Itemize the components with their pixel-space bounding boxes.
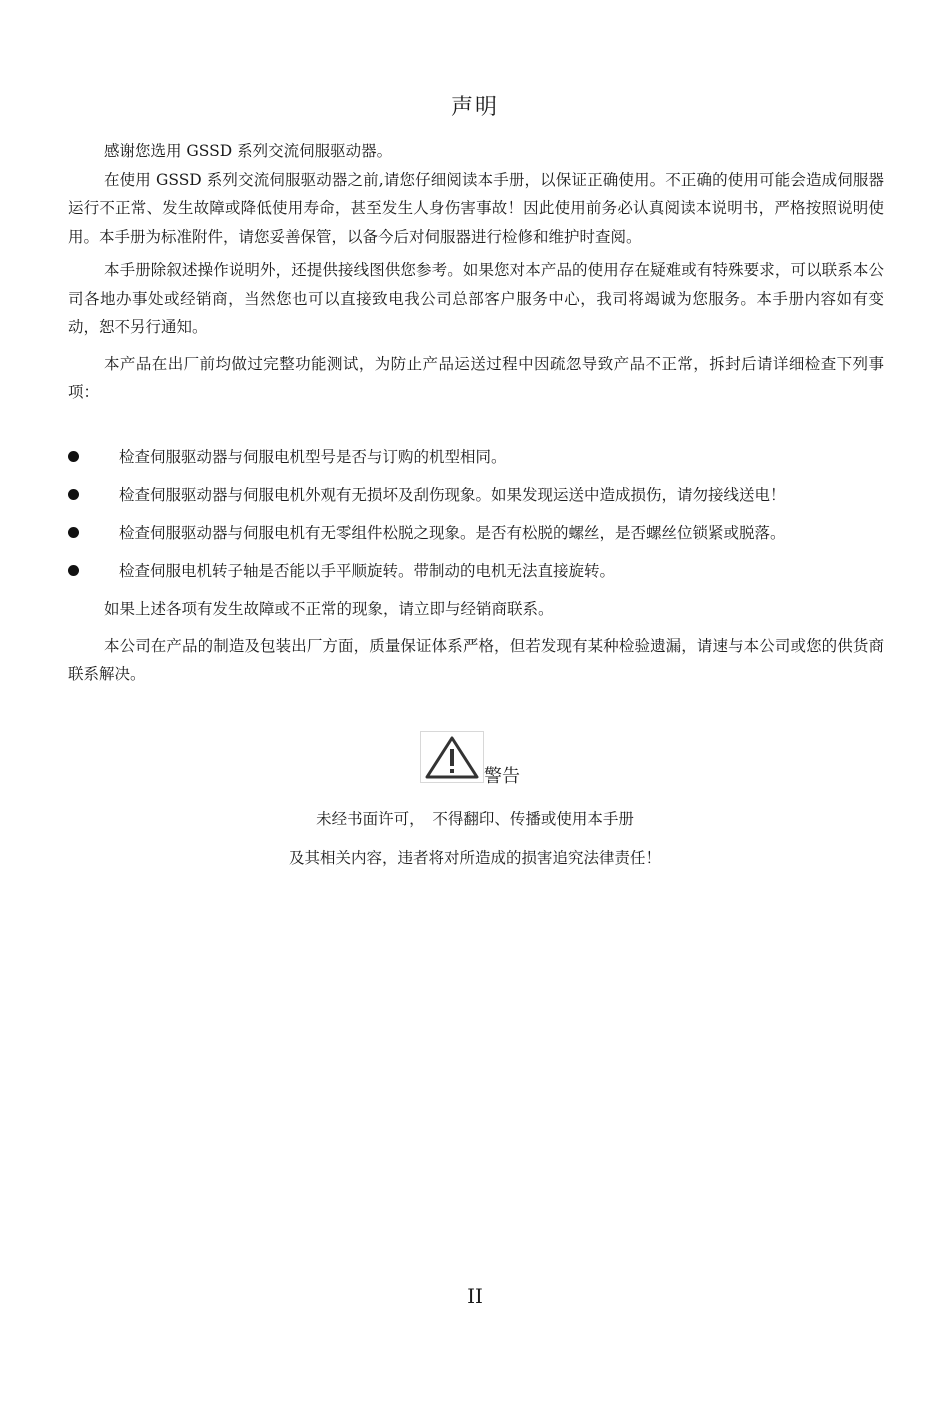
- checklist-item-text: 检查伺服驱动器与伺服电机型号是否与订购的机型相同。: [119, 448, 507, 466]
- bullet-dot-icon: [68, 489, 79, 500]
- page-title: 声明: [450, 95, 499, 120]
- warning-label: 警告: [484, 766, 520, 787]
- paragraph-quality-assurance: 本公司在产品的制造及包装出厂方面，质量保证体系严格，但若发现有某种检验遗漏，请速与本公司或您的供货商联系解决。: [68, 636, 884, 683]
- bullet-dot-icon: [68, 451, 79, 462]
- page-number: II: [467, 1284, 483, 1308]
- warning-line: 未经书面许可， 不得翻印、传播或使用本手册: [316, 810, 634, 828]
- checklist-item: [68, 519, 898, 547]
- checklist-item-text: 检查伺服电机转子轴是否能以手平顺旋转。带制动的电机无法直接旋转。: [119, 562, 616, 580]
- intro-section: [68, 137, 884, 407]
- bullet-dot-icon: [68, 565, 79, 576]
- warning-heading: [420, 727, 520, 787]
- checklist-item-text: 检查伺服驱动器与伺服电机有无零组件松脱之现象。是否有松脱的螺丝，是否螺丝位锁紧或脱落。: [119, 524, 786, 542]
- paragraph-thanks: 感谢您选用 GSSD 系列交流伺服驱动器。: [104, 142, 393, 160]
- paragraph-contact-dealer: 如果上述各项有发生故障或不正常的现象，请立即与经销商联系。: [104, 600, 554, 618]
- paragraph-wiring-info: 本手册除叙述操作说明外，还提供接线图供您参考。如果您对本产品的使用存在疑难或有特殊要求，可以联系本公司各地办事处或经销商，当然您也可以直接致电我公司总部客户服务中心，我司将竭诚为您服务。本手册内容如有变动，恕不另行通知。: [68, 261, 884, 336]
- checklist-item: [68, 443, 898, 471]
- checklist-item-text: 检查伺服驱动器与伺服电机外观有无损坏及刮伤现象。如果发现运送中造成损伤，请勿接线送电！: [119, 486, 786, 504]
- closing-section: [68, 595, 884, 689]
- paragraph-usage-notice: 在使用 GSSD 系列交流伺服驱动器之前,请您仔细阅读本手册，以保证正确使用。不正确的使用可能会造成伺服器运行不正常、发生故障或降低使用寿命，甚至发生人身伤害事故！因此使用前务必认真阅读本说明书，严格按照说明使用。本手册为标准附件，请您妥善保管，以备今后对伺服器进行检修和维护时查阅。: [68, 170, 884, 246]
- bullet-dot-icon: [68, 527, 79, 538]
- checklist-item: [68, 481, 898, 509]
- paragraph-inspection-intro: 本产品在出厂前均做过完整功能测试，为防止产品运送过程中因疏忽导致产品不正常，拆封后请详细检查下列事项：: [68, 354, 884, 401]
- checklist-item: [68, 557, 898, 585]
- warning-line: 及其相关内容，违者将对所造成的损害追究法律责任！: [288, 849, 661, 867]
- warning-triangle-icon: [420, 731, 484, 783]
